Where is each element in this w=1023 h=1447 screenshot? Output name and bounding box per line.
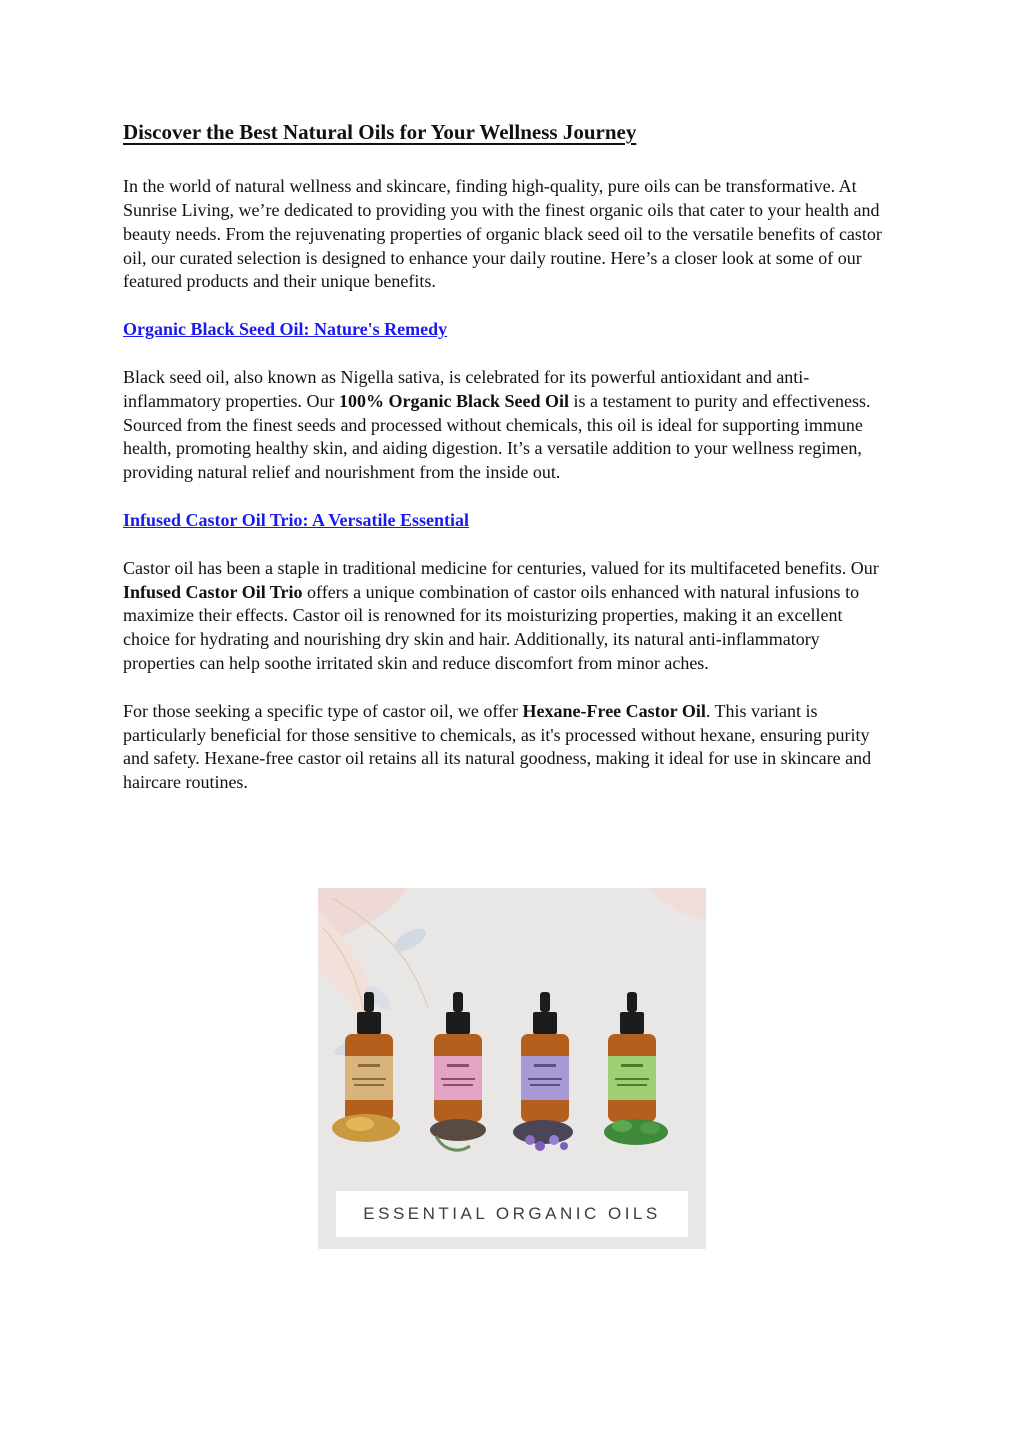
oil-bottles-illustration (318, 888, 706, 1188)
castor-trio-product-name: Infused Castor Oil Trio (123, 581, 303, 602)
bottle-4 (604, 992, 668, 1145)
text-run: For those seeking a specific type of castor oil, we offer (123, 700, 523, 721)
intro-paragraph: In the world of natural wellness and skincare, finding high-quality, pure oils can be transformative. At Sunrise Living, we’re dedicated to providing you with the finest organic oils that cater to your health and beauty needs. From the rejuvenating properties of organic black seed oil to the versatile benefits of castor oil, our curated selection is designed to enhance your daily routine. Here’s a closer look at some of our featured products and their unique benefits. (123, 176, 882, 292)
black-seed-paragraph (123, 366, 893, 485)
text-run: offers a unique combination of castor oils enhanced with natural infusions to maximize their effects. Castor oil is renowned for its moisturizing properties, making it an excellent choice for hydrating and nourishing dry skin and hair. Additionally, its natural anti-inflammatory properties can help soothe irritated skin and reduce discomfort from minor aches. (123, 581, 860, 673)
article (123, 120, 893, 819)
castor-oil-trio-link[interactable]: Infused Castor Oil Trio: A Versatile Essential (123, 509, 470, 530)
bottle-1 (332, 992, 400, 1142)
text-run: is a testament to purity and effectiveness. Sourced from the finest seeds and processed without chemicals, this oil is ideal for supporting immune health, promoting healthy skin, and aiding digestion. It’s a versatile addition to your wellness regimen, providing natural relief and nourishment from the inside out. (123, 390, 871, 483)
bottle-2 (430, 992, 486, 1150)
bottle-3 (513, 992, 573, 1151)
black-seed-product-name: 100% Organic Black Seed Oil (338, 390, 569, 411)
text-run: . This variant is particularly beneficial for those sensitive to chemicals, as it's processed without hexane, ensuring purity and safety. Hexane-free castor oil retains all its natural goodness, making it ideal for use in skincare and haircare routines. (123, 700, 872, 793)
hexane-free-paragraph (123, 700, 893, 795)
castor-trio-paragraph (123, 557, 893, 676)
black-seed-oil-link[interactable]: Organic Black Seed Oil: Nature's Remedy (123, 319, 448, 340)
product-image (318, 888, 706, 1249)
product-banner: ESSENTIAL ORGANIC OILS (336, 1191, 688, 1237)
text-run: Black seed oil, also known as Nigella sativa, is celebrated for its powerful antioxidant and anti-inflammatory properties. Our (123, 366, 810, 411)
hexane-free-product-name: Hexane-Free Castor Oil (522, 700, 706, 721)
text-run: Castor oil has been a staple in traditional medicine for centuries, valued for its multifaceted benefits. Our (123, 557, 879, 578)
article-title: Discover the Best Natural Oils for Your Wellness Journey (123, 120, 637, 144)
